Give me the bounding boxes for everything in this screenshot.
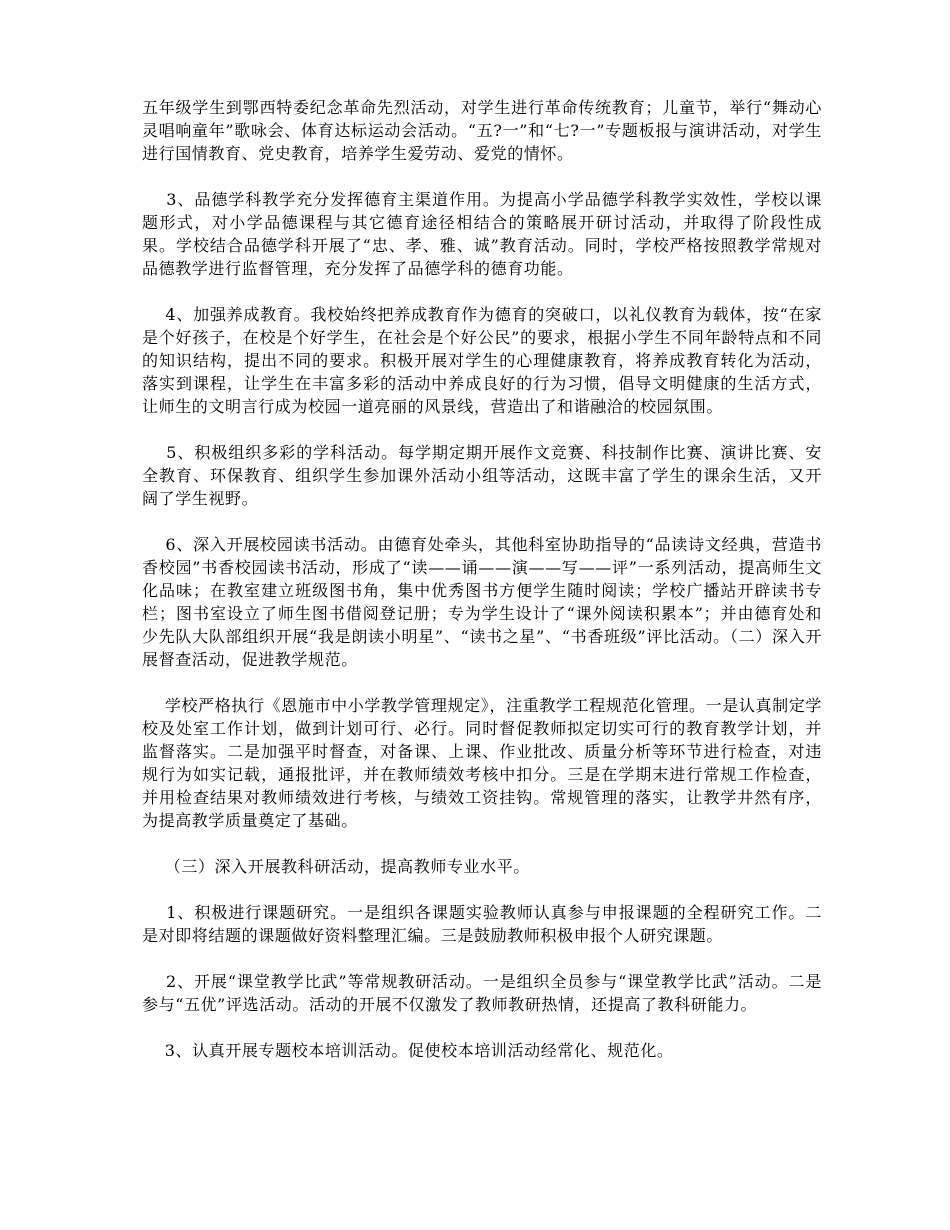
paragraph-subject-activities: 5、积极组织多彩的学科活动。每学期定期开展作文竞赛、科技制作比赛、演讲比赛、安全教育、环保教育、组织学生参加课外活动小组等活动，这既丰富了学生的课余生活，又开阔了学生视野。	[142, 443, 822, 508]
paragraph-reading-activities: 6、深入开展校园读书活动。由德育处牵头，其他科室协助指导的“品读诗文经典，营造书香校园”书香校园读书活动，形成了“读——诵——演——写——评”一系列活动，提高师生文化品味；在教室建立班级图书角，集中优秀图书方便学生随时阅读；学校广播站开辟读书专栏；图书室设立了师生图书借阅登记册；专为学生设计了“课外阅读积累本”；并由德育处和少先队大队部组织开展“我是朗读小明星”、“读书之星”、“书香班级”评比活动。（二）深入开展督查活动，促进教学规范。	[142, 535, 822, 669]
paragraph-habit-education: 4、加强养成教育。我校始终把养成教育作为德育的突破口，以礼仪教育为载体，按“在家是个好孩子，在校是个好学生，在社会是个好公民”的要求，根据小学生不同年龄特点和不同的知识结构，提出不同的要求。积极开展对学生的心理健康教育，将养成教育转化为活动，落实到课程，让学生在丰富多彩的活动中养成良好的行为习惯，倡导文明健康的生活方式，让师生的文明言行成为校园一道亮丽的风景线，营造出了和谐融洽的校园氛围。	[142, 305, 822, 416]
paragraph-teaching-management: 学校严格执行《恩施市中小学教学管理规定》，注重教学工程规范化管理。一是认真制定学校及处室工作计划，做到计划可行、必行。同时督促教师拟定切实可行的教育教学计划，并监督落实。二是加强平时督查，对备课、上课、作业批改、质量分析等环节进行检查，对违规行为如实记载，通报批评，并在教师绩效考核中扣分。三是在学期末进行常规工作检查，并用检查结果对教师绩效进行考核，与绩效工资挂钩。常规管理的落实，让教学井然有序，为提高教学质量奠定了基础。	[142, 696, 822, 830]
paragraph-moral-subject: 3、品德学科教学充分发挥德育主渠道作用。为提高小学品德学科教学实效性，学校以课题形式，对小学品德课程与其它德育途径相结合的策略展开研讨活动，并取得了阶段性成果。学校结合品德学科开展了“忠、孝、雅、诚”教育活动。同时，学校严格按照教学常规对品德教学进行监督管理，充分发挥了品德学科的德育功能。	[142, 190, 822, 278]
paragraph-teaching-contest: 2、开展“课堂教学比武”等常规教研活动。一是组织全员参与“课堂教学比武”活动。二是参与“五优”评选活动。活动的开展不仅激发了教师教研热情，还提高了教科研能力。	[142, 972, 822, 1014]
paragraph-topic-research: 1、积极进行课题研究。一是组织各课题实验教师认真参与申报课题的全程研究工作。二是对即将结题的课题做好资料整理汇编。三是鼓励教师积极申报个人研究课题。	[142, 903, 822, 945]
paragraph-revolutionary-education: 五年级学生到鄂西特委纪念革命先烈活动，对学生进行革命传统教育；儿童节，举行“舞动心灵唱响童年”歌咏会、体育达标运动会活动。“五?一”和“七?一”专题板报与演讲活动，对学生进行国情教育、党史教育，培养学生爱劳动、爱党的情怀。	[142, 98, 822, 163]
paragraph-school-training: 3、认真开展专题校本培训活动。促使校本培训活动经常化、规范化。	[142, 1041, 674, 1060]
section-heading-research: （三）深入开展教科研活动，提高教师专业水平。	[142, 857, 530, 876]
document-page	[142, 96, 822, 1062]
